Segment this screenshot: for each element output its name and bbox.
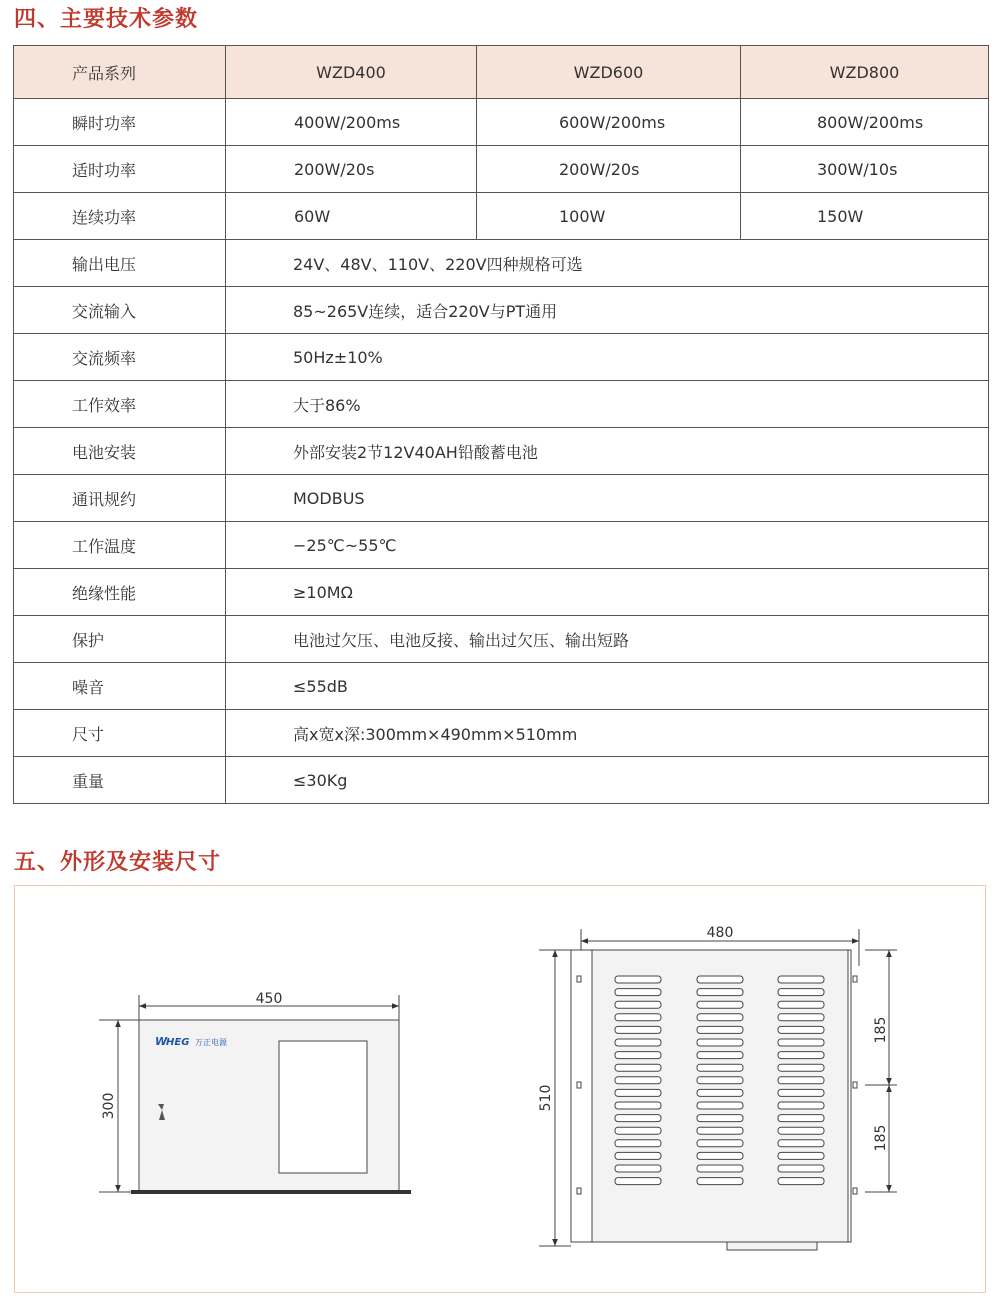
vent-slot <box>697 1064 743 1071</box>
logo-text: HEG <box>166 1037 190 1048</box>
cell-value: ≤30Kg <box>226 757 989 804</box>
vent-slot <box>697 1089 743 1096</box>
vent-slot <box>697 1026 743 1033</box>
vent-slot <box>778 1026 824 1033</box>
table-row <box>14 193 989 240</box>
row-label: 交流输入 <box>14 287 226 334</box>
vent-slot <box>778 1052 824 1059</box>
cell-value: 200W/20s <box>477 146 741 193</box>
row-label: 交流频率 <box>14 334 226 381</box>
vent-slot <box>615 1115 661 1122</box>
vent-slot <box>778 1014 824 1021</box>
vent-slot <box>615 1014 661 1021</box>
dimension-drawing <box>15 886 987 1294</box>
vent-slot <box>778 989 824 996</box>
front-height-label: 300 <box>101 1092 117 1120</box>
cell-value: 高x宽x深:300mm×490mm×510mm <box>226 710 989 757</box>
mounting-flange <box>131 1190 411 1194</box>
row-label: 连续功率 <box>14 193 226 240</box>
row-label: 尺寸 <box>14 710 226 757</box>
top-width-label: 480 <box>706 925 734 941</box>
cell-value: ≥10MΩ <box>226 569 989 616</box>
vent-slot <box>615 1039 661 1046</box>
vent-slot <box>615 1064 661 1071</box>
vent-slot <box>615 1140 661 1147</box>
vent-slot <box>778 1165 824 1172</box>
header-model: WZD600 <box>477 46 741 99</box>
vent-slot <box>615 976 661 983</box>
cell-value: −25℃~55℃ <box>226 522 989 569</box>
front-view <box>99 995 411 1194</box>
vent-slot <box>615 1152 661 1159</box>
mount-hole <box>853 1188 857 1194</box>
row-label: 绝缘性能 <box>14 569 226 616</box>
vent-slot <box>697 989 743 996</box>
cell-value: 300W/10s <box>741 146 989 193</box>
section-title-specs: 四、主要技术参数 <box>14 7 199 32</box>
vent-slot <box>697 1152 743 1159</box>
table-row <box>14 663 989 710</box>
vent-slot <box>778 1140 824 1147</box>
header-label: 产品系列 <box>14 46 226 99</box>
spacing-bottom-label: 185 <box>873 1124 889 1152</box>
mount-hole <box>853 1082 857 1088</box>
table-row <box>14 757 989 804</box>
vent-slot <box>615 1052 661 1059</box>
top-depth-label: 510 <box>538 1084 554 1112</box>
vent-slot <box>697 1140 743 1147</box>
vent-slot <box>697 1014 743 1021</box>
vent-slot <box>778 1152 824 1159</box>
vent-slot <box>615 1178 661 1185</box>
table-row <box>14 240 989 287</box>
table-row <box>14 99 989 146</box>
spacing-top-label: 185 <box>873 1016 889 1044</box>
cell-value: 24V、48V、110V、220V四种规格可选 <box>226 240 989 287</box>
row-label: 工作效率 <box>14 381 226 428</box>
cell-value: 150W <box>741 193 989 240</box>
cell-value: 外部安装2节12V40AH铅酸蓄电池 <box>226 428 989 475</box>
vent-slot <box>778 1039 824 1046</box>
vent-slot <box>697 1165 743 1172</box>
table-row <box>14 616 989 663</box>
top-view <box>539 929 897 1250</box>
vent-slot <box>697 1127 743 1134</box>
mount-hole <box>853 976 857 982</box>
vent-slot <box>778 1102 824 1109</box>
table-row <box>14 710 989 757</box>
vent-slot <box>615 1165 661 1172</box>
table-row <box>14 428 989 475</box>
cell-value: 200W/20s <box>226 146 477 193</box>
vent-slot <box>697 1178 743 1185</box>
cell-value: 大于86% <box>226 381 989 428</box>
vent-slot <box>778 1178 824 1185</box>
row-label: 工作温度 <box>14 522 226 569</box>
row-label: 电池安装 <box>14 428 226 475</box>
table-header-row <box>14 46 989 99</box>
row-label: 通讯规约 <box>14 475 226 522</box>
vent-slot <box>697 1039 743 1046</box>
row-label: 输出电压 <box>14 240 226 287</box>
cell-value: 85~265V连续，适合220V与PT通用 <box>226 287 989 334</box>
table-row <box>14 146 989 193</box>
vent-slot <box>778 1064 824 1071</box>
table-row <box>14 522 989 569</box>
row-label: 瞬时功率 <box>14 99 226 146</box>
vent-slot <box>697 1102 743 1109</box>
vent-slot <box>615 1089 661 1096</box>
vent-slot <box>615 1102 661 1109</box>
cell-value: 100W <box>477 193 741 240</box>
vent-slot <box>697 976 743 983</box>
row-label: 保护 <box>14 616 226 663</box>
table-row <box>14 569 989 616</box>
logo-mark: W <box>155 1035 168 1048</box>
cell-value: 600W/200ms <box>477 99 741 146</box>
vent-slot <box>615 1026 661 1033</box>
vent-slot <box>697 1077 743 1084</box>
vent-slot <box>615 1127 661 1134</box>
header-model: WZD800 <box>741 46 989 99</box>
row-label: 噪音 <box>14 663 226 710</box>
front-width-label: 450 <box>255 991 283 1007</box>
cell-value: 60W <box>226 193 477 240</box>
display-window <box>279 1041 367 1173</box>
vent-slots <box>615 976 824 1185</box>
vent-slot <box>697 1052 743 1059</box>
vent-slot <box>778 976 824 983</box>
vent-slot <box>778 1089 824 1096</box>
vent-slot <box>615 1001 661 1008</box>
vent-slot <box>697 1115 743 1122</box>
table-row <box>14 381 989 428</box>
chassis-rear-foot <box>727 1242 817 1250</box>
vent-slot <box>778 1115 824 1122</box>
header-model: WZD400 <box>226 46 477 99</box>
spec-table <box>13 45 989 804</box>
vent-slot <box>615 1077 661 1084</box>
cell-value: MODBUS <box>226 475 989 522</box>
vent-slot <box>697 1001 743 1008</box>
cell-value: ≤55dB <box>226 663 989 710</box>
row-label: 适时功率 <box>14 146 226 193</box>
vent-slot <box>778 1127 824 1134</box>
table-row <box>14 287 989 334</box>
cell-value: 800W/200ms <box>741 99 989 146</box>
vent-slot <box>778 1001 824 1008</box>
row-label: 重量 <box>14 757 226 804</box>
vent-slot <box>615 989 661 996</box>
cell-value: 电池过欠压、电池反接、输出过欠压、输出短路 <box>226 616 989 663</box>
table-row <box>14 475 989 522</box>
cell-value: 400W/200ms <box>226 99 477 146</box>
table-row <box>14 334 989 381</box>
dimension-drawing-panel <box>14 885 986 1293</box>
logo-cn-text: 万正电源 <box>195 1038 227 1047</box>
cell-value: 50Hz±10% <box>226 334 989 381</box>
vent-slot <box>778 1077 824 1084</box>
section-title-dimensions: 五、外形及安装尺寸 <box>14 850 222 875</box>
